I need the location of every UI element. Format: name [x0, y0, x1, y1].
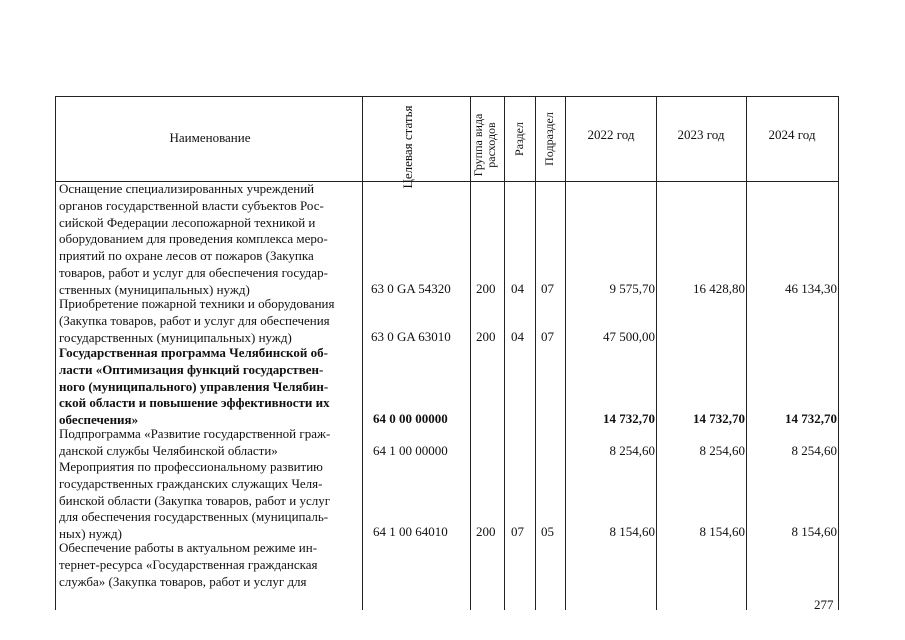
row-1-line-1: Оснащение специализированных учреждений: [59, 181, 315, 196]
row-5-group: 200: [476, 524, 496, 539]
row-1-group: 200: [476, 281, 496, 296]
header-section: Раздел: [512, 122, 526, 156]
row-4-2023: 8 254,60: [699, 443, 745, 458]
row-5-line-3: бинской области (Закупка товаров, работ и услуг: [59, 492, 331, 508]
col-border-left: [55, 96, 56, 610]
header-target-text: Целевая статья: [400, 105, 415, 189]
row-1-2022: 9 575,70: [609, 281, 655, 296]
row-4-2022: 8 254,60: [609, 443, 655, 458]
row-2-code: 63 0 GA 63010: [371, 329, 451, 344]
row-6-line-1: Обеспечение работы в актуальном режиме ин-: [59, 540, 318, 555]
header-subsection: Подраздел: [542, 112, 556, 166]
row-2-line-3: государственных (муниципальных) нужд): [59, 329, 292, 345]
row-1-2024: 46 134,30: [785, 281, 837, 296]
header-name: Наименование: [169, 130, 251, 145]
row-5-subsection: 05: [541, 524, 554, 539]
row-2-line-2: (Закупка товаров, работ и услуг для обеспечения: [59, 312, 330, 328]
row-4-line-1: Подпрограмма «Развитие государственной граж-: [59, 426, 331, 441]
col-border-2022: [656, 96, 657, 610]
col-border-section: [535, 96, 536, 610]
row-4-name: [59, 426, 359, 460]
header-2024: 2024 год: [768, 127, 816, 142]
row-5-line-1: Мероприятия по профессиональному развитию: [59, 459, 323, 474]
row-3-2022: 14 732,70: [603, 411, 655, 426]
row-1-section: 04: [511, 281, 524, 296]
row-4-2024: 8 254,60: [791, 443, 837, 458]
header-group: [472, 102, 502, 188]
col-border-right: [838, 96, 839, 610]
header-group-text: Группа вида расходов: [471, 113, 498, 177]
header-2023: 2023 год: [677, 127, 725, 142]
row-1-name: [59, 181, 359, 299]
row-4-line-2: данской службы Челябинской области»: [59, 442, 278, 458]
row-2-subsection: 07: [541, 329, 554, 344]
row-3-code: 64 0 00 00000: [373, 411, 448, 426]
row-5-2022: 8 154,60: [609, 524, 655, 539]
row-1-line-5: приятий по охране лесов от пожаров (Закупка: [59, 248, 314, 264]
row-6-line-3: служба» (Закупка товаров, работ и услуг для: [59, 573, 307, 589]
row-2-group: 200: [476, 329, 496, 344]
row-2-section: 04: [511, 329, 524, 344]
row-5-line-2: государственных гражданских служащих Челя-: [59, 475, 323, 491]
row-3-line-2: ласти «Оптимизация функций государствен-: [59, 361, 324, 377]
row-3-line-4: ской области и повышение эффективности их: [59, 395, 330, 411]
row-2-line-1: Приобретение пожарной техники и оборудования: [59, 296, 335, 311]
row-2-name: [59, 296, 359, 346]
row-1-subsection: 07: [541, 281, 554, 296]
row-3-2023: 14 732,70: [693, 411, 745, 426]
row-1-line-6: товаров, работ и услуг для обеспечения государ-: [59, 264, 328, 280]
row-4-code: 64 1 00 00000: [373, 443, 448, 458]
row-1-line-7: ственных (муниципальных) нужд): [59, 281, 250, 297]
row-3-name: [59, 345, 359, 429]
row-1-2023: 16 428,80: [693, 281, 745, 296]
row-6-name: [59, 540, 359, 590]
row-3-line-5: обеспечения»: [59, 412, 139, 428]
row-5-line-4: для обеспечения государственных (муниципаль-: [59, 509, 329, 525]
page-number: 277: [814, 597, 834, 612]
table-top-border: [55, 96, 839, 97]
col-border-2023: [746, 96, 747, 610]
col-border-subsection: [565, 96, 566, 610]
row-5-line-5: ных) нужд): [59, 526, 122, 542]
row-1-line-2: органов государственной власти субъектов Рос-: [59, 197, 324, 213]
row-5-2024: 8 154,60: [791, 524, 837, 539]
col-border-name: [362, 96, 363, 610]
row-5-name: [59, 459, 359, 543]
header-target: [401, 97, 431, 197]
row-2-2022: 47 500,00: [603, 329, 655, 344]
row-5-code: 64 1 00 64010: [373, 524, 448, 539]
col-border-group: [504, 96, 505, 610]
row-6-line-2: тернет-ресурса «Государственная гражданская: [59, 556, 318, 572]
header-2022: 2022 год: [587, 127, 635, 142]
row-5-2023: 8 154,60: [699, 524, 745, 539]
row-1-line-3: сийской Федерации лесопожарной техникой и: [59, 214, 316, 230]
row-3-line-3: ного (муниципального) управления Челябин-: [59, 378, 329, 394]
row-1-code: 63 0 GA 54320: [371, 281, 451, 296]
row-3-line-1: Государственная программа Челябинской об-: [59, 345, 328, 360]
row-1-line-4: оборудованием для проведения комплекса меро-: [59, 231, 328, 247]
row-3-2024: 14 732,70: [785, 411, 837, 426]
row-5-section: 07: [511, 524, 524, 539]
